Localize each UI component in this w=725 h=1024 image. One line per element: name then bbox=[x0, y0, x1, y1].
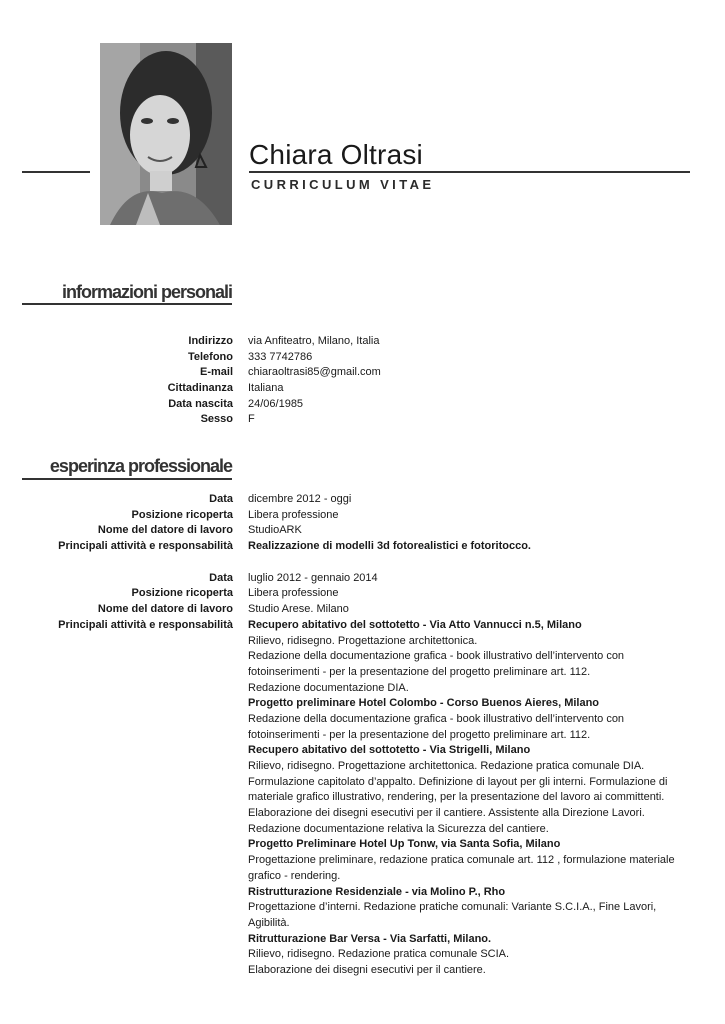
portrait-image bbox=[100, 43, 232, 225]
row-value: Progetto preliminare Hotel Colombo - Corso Buenos Aieres, Milano bbox=[248, 697, 600, 710]
row-value: Redazione documentazione DIA. bbox=[248, 681, 409, 694]
row-value: Libera professione bbox=[248, 508, 339, 521]
info-row bbox=[0, 837, 725, 853]
info-row bbox=[0, 806, 725, 822]
row-value: Progetto Preliminare Hotel Up Tonw, via Santa Sofia, Milano bbox=[248, 838, 561, 851]
info-row bbox=[0, 696, 725, 712]
row-value: luglio 2012 - gennaio 2014 bbox=[248, 571, 378, 584]
row-value: Elaborazione dei disegni esecutivi per il cantiere. bbox=[248, 963, 486, 976]
row-value: Studio Arese. Milano bbox=[248, 603, 349, 616]
row-label: Indirizzo bbox=[188, 335, 233, 347]
profile-photo bbox=[100, 43, 232, 225]
section-rule-experience bbox=[22, 478, 232, 480]
row-value: fotoinserimenti - per la presentazione del progetto preliminare art. 112. bbox=[248, 665, 591, 678]
info-row bbox=[0, 790, 725, 806]
section-title-experience: esperinza professionale bbox=[49, 456, 232, 476]
info-row bbox=[0, 900, 725, 916]
row-value: Agibilità. bbox=[248, 916, 290, 929]
row-value: Ritrutturazione Bar Versa - Via Sarfatti, Milano. bbox=[248, 932, 492, 945]
row-value: fotoinserimenti - per la presentazione del progetto preliminare art. 112. bbox=[248, 728, 591, 741]
row-value: Redazione documentazione relativa la Sicurezza del cantiere. bbox=[248, 822, 549, 835]
row-value: Recupero abitativo del sottotetto - Via Atto Vannucci n.5, Milano bbox=[248, 618, 582, 631]
info-row bbox=[0, 381, 725, 397]
info-row bbox=[0, 397, 725, 413]
row-value: 333 7742786 bbox=[248, 350, 313, 363]
row-value: via Anfiteatro, Milano, Italia bbox=[248, 335, 380, 347]
info-row bbox=[0, 916, 725, 932]
job-entry bbox=[0, 571, 725, 979]
info-row bbox=[0, 932, 725, 948]
info-row bbox=[0, 365, 725, 381]
experience-list bbox=[0, 492, 725, 979]
row-label: Data bbox=[209, 571, 233, 584]
row-value: Progettazione d’interni. Redazione pratiche comunali: Variante S.C.I.A., Fine Lavori, bbox=[248, 901, 657, 914]
row-value: dicembre 2012 - oggi bbox=[248, 493, 352, 505]
candidate-name: Chiara Oltrasi bbox=[249, 139, 423, 170]
row-label: Data nascita bbox=[168, 397, 233, 410]
row-value: Italiana bbox=[248, 382, 284, 395]
row-value: chiaraoltrasi85@gmail.com bbox=[248, 366, 381, 379]
info-row bbox=[0, 869, 725, 885]
info-row bbox=[0, 492, 725, 508]
info-row bbox=[0, 539, 725, 555]
header-rule-right bbox=[454, 171, 690, 173]
job-entry bbox=[0, 492, 725, 555]
info-row bbox=[0, 412, 725, 428]
row-value: Redazione della documentazione grafica - book illustrativo dell’intervento con bbox=[248, 650, 625, 663]
row-value: Rilievo, ridisegno. Redazione pratica comunale SCIA. bbox=[248, 948, 510, 961]
row-value: Formulazione capitolato d’appalto. Definizione di layout per gli interni. Formulazione di bbox=[248, 775, 668, 788]
info-row bbox=[0, 571, 725, 587]
row-value: Elaborazione dei disegni esecutivi per il cantiere. Assistente alla Direzione Lavori. bbox=[248, 807, 645, 820]
row-label: E-mail bbox=[199, 366, 233, 379]
info-row bbox=[0, 853, 725, 869]
row-label: Posizione ricoperta bbox=[131, 587, 233, 600]
row-label: Principali attività e responsabilità bbox=[58, 618, 233, 631]
info-row bbox=[0, 334, 725, 350]
row-value: Rilievo, ridisegno. Progettazione architettonica. bbox=[248, 634, 478, 647]
row-value: F bbox=[248, 413, 255, 426]
info-row bbox=[0, 649, 725, 665]
info-row bbox=[0, 586, 725, 602]
row-value: Rilievo, ridisegno. Progettazione architettonica. Redazione pratica comunale DIA. bbox=[248, 760, 645, 772]
info-row bbox=[0, 618, 725, 634]
row-value: Progettazione preliminare, redazione pratica comunale art. 112 , formulazione materiale bbox=[248, 854, 675, 867]
info-row bbox=[0, 508, 725, 524]
info-row bbox=[0, 712, 725, 728]
row-value: StudioARK bbox=[248, 524, 302, 537]
info-row bbox=[0, 523, 725, 539]
personal-info-list bbox=[0, 334, 725, 428]
info-row bbox=[0, 728, 725, 744]
info-row bbox=[0, 602, 725, 618]
row-label: Principali attività e responsabilità bbox=[58, 540, 233, 553]
row-value: Redazione della documentazione grafica - book illustrativo dell’intervento con bbox=[248, 712, 625, 725]
row-label: Telefono bbox=[187, 350, 233, 363]
row-value: Libera professione bbox=[248, 587, 339, 600]
info-row bbox=[0, 759, 725, 775]
info-row bbox=[0, 885, 725, 901]
row-value: Ristrutturazione Residenziale - via Molino P., Rho bbox=[248, 885, 506, 898]
section-title-personal: informazioni personali bbox=[61, 282, 232, 302]
info-row bbox=[0, 947, 725, 963]
info-row bbox=[0, 681, 725, 697]
job-spacer bbox=[0, 555, 725, 571]
row-label: Nome del datore di lavoro bbox=[97, 603, 233, 616]
row-label: Posizione ricoperta bbox=[131, 508, 233, 521]
row-value: Realizzazione di modelli 3d fotorealistici e fotoritocco. bbox=[248, 540, 531, 553]
header-rule-under-name bbox=[249, 171, 455, 173]
info-row bbox=[0, 822, 725, 838]
row-label: Cittadinanza bbox=[167, 382, 233, 395]
document-subtitle: CURRICULUM VITAE bbox=[251, 177, 435, 192]
info-row bbox=[0, 350, 725, 366]
row-label: Sesso bbox=[200, 413, 233, 426]
row-value: materiale grafico illustrativo, rendering, per la presentazione del lavoro ai committenti. bbox=[248, 791, 665, 804]
row-label: Nome del datore di lavoro bbox=[97, 524, 233, 537]
info-row bbox=[0, 665, 725, 681]
row-label: Data bbox=[209, 493, 233, 505]
row-value: Recupero abitativo del sottotetto - Via Strigelli, Milano bbox=[248, 744, 531, 757]
info-row bbox=[0, 775, 725, 791]
section-rule-personal bbox=[22, 303, 232, 305]
row-value: grafico - rendering. bbox=[248, 869, 341, 882]
info-row bbox=[0, 634, 725, 650]
info-row bbox=[0, 743, 725, 759]
row-value: 24/06/1985 bbox=[248, 397, 304, 410]
header-rule-left bbox=[22, 171, 90, 173]
info-row bbox=[0, 963, 725, 979]
